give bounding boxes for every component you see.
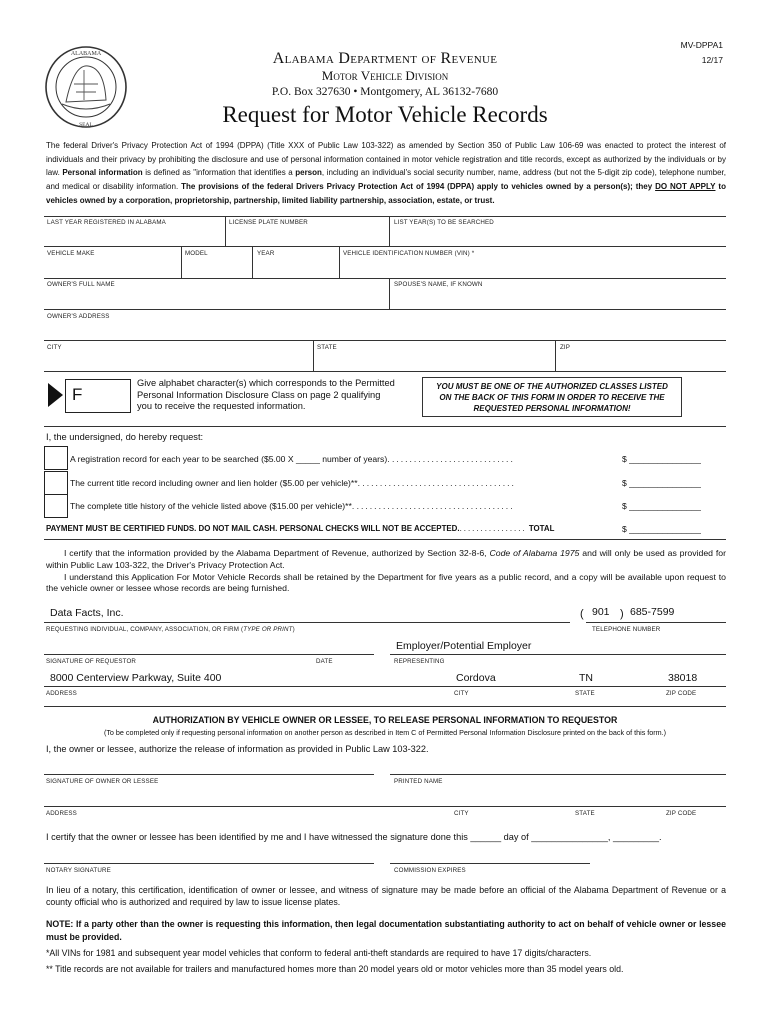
total-amount: $ _______________ [622,524,701,534]
requestor-address-label: ADDRESS [46,690,77,697]
owner-address-label: OWNER'S ADDRESS [47,313,110,320]
title-footnote: ** Title records are not available for trailers and manufactured homes more than 20 model years old or motor vehicles more than 35 model years old. [46,964,624,974]
authorization-statement: I, the owner or lessee, authorize the release of information as provided in Public Law 103-322. [46,744,429,754]
printed-name-label: PRINTED NAME [394,778,443,785]
last-year-label: LAST YEAR REGISTERED IN ALABAMA [47,219,166,226]
years-searched-label: LIST YEAR(S) TO BE SEARCHED [394,219,494,226]
title-history-checkbox[interactable] [44,494,68,518]
owner-address-label: ADDRESS [46,810,77,817]
arrow-icon [48,383,63,407]
department-address: P.O. Box 327630 • Montgomery, AL 36132-7680 [271,86,499,98]
owner-name-label: OWNER'S FULL NAME [47,281,115,288]
phone-label: TELEPHONE NUMBER [592,626,661,633]
class-instruction: Give alphabet character(s) which corresponds to the Permitted Personal Information Disclosure Class on page 2 qualifying you to receive the requested information. [137,378,395,411]
owner-zip-label: ZIP CODE [666,810,697,817]
svg-text:SEAL: SEAL [79,122,93,128]
phone-value[interactable]: 685-7599 [630,606,675,618]
current-title-checkbox[interactable] [44,471,68,495]
class-letter-box[interactable] [65,379,131,413]
area-code-value[interactable]: 901 [592,606,610,618]
spouse-label: SPOUSE'S NAME, IF KNOWN [394,281,483,288]
department-title: Alabama Department of Revenue [272,50,498,67]
svg-text:ALABAMA: ALABAMA [70,51,102,57]
witness-statement: I certify that the owner or lessee has been identified by me and I have witnessed the signature done this ______ day of _______________, _________. [46,832,662,842]
title-history-amount: $ _______________ [622,501,701,511]
commission-expires-label: COMMISSION EXPIRES [394,867,466,874]
representing-label: REPRESENTING [394,658,445,665]
owner-city-label: CITY [454,810,469,817]
zip-label: ZIP [560,344,571,351]
requestor-zip-label: ZIP CODE [666,690,697,697]
form-title: Request for Motor Vehicle Records [222,102,548,127]
requestor-state-label: STATE [575,690,595,697]
authorization-subtitle: (To be completed only if requesting personal information on another person as described in Item C of Permitted Personal Information Disclosure printed on the back of this form.) [103,728,667,737]
model-label: MODEL [185,250,208,257]
form-revision: 12/17 [701,55,723,65]
make-label: VEHICLE MAKE [47,250,95,257]
registration-amount: $ _______________ [622,454,701,464]
vin-label: VEHICLE IDENTIFICATION NUMBER (VIN) * [343,250,475,257]
state-label: STATE [317,344,337,351]
requestor-date-label: DATE [316,658,333,665]
representing-value[interactable]: Employer/Potential Employer [396,640,532,652]
current-title-row: The current title record including owner and lien holder ($5.00 per vehicle)**. ................................... [70,478,516,488]
requestor-address-value[interactable]: 8000 Centerview Parkway, Suite 400 [50,672,222,684]
year-label: YEAR [257,250,275,257]
dppa-intro: The federal Driver's Privacy Protection Act of 1994 (DPPA) (Title XXX of Public Law 103-322) as amended by Section 350 of Public Law 106-69 was enacted to protect the interest of individuals and their privacy by prohibiting the disclosure and use of personal information contained in motor vehicle registration and title records, except as authorized by the individuals or by law. Personal information is defined as "information that identifies a person, including an individual's social security number, name, address (but not the 5-digit zip code), telephone number, and medical or disability information. The provisions of the federal Drivers Privacy Protection Act of 1994 (DPPA) apply to vehicles owned by a person(s); they DO NOT APPLY to vehicles owned by a corporation, proprietorship, partnership, limited liability partnership, association, estate, or trust. [46,141,726,205]
vin-footnote: *All VINs for 1981 and subsequent year model vehicles that conform to federal anti-theft standards are required to have 17 digits/characters. [46,948,592,958]
requestor-state-value[interactable]: TN [579,672,593,684]
current-title-amount: $ _______________ [622,478,701,488]
plate-label: LICENSE PLATE NUMBER [229,219,308,226]
certification-text: I certify that the information provided by the Alabama Department of Revenue, authorized by Section 32-8-6, Code of Alabama 1975 and will only be used as provided for within Public Law 103-322, the Driver's Privacy Protection Act. I understand this Application For Motor Vehicle Records shall be retained by the Department for five years as a public record, and a copy will be available upon request to the vehicle owner or lessee whose records are being furnished. [46,548,726,594]
authorization-title: AUTHORIZATION BY VEHICLE OWNER OR LESSEE, TO RELEASE PERSONAL INFORMATION TO REQUESTOR [152,715,618,725]
class-letter-value: F [72,385,83,404]
owner-signature-label: SIGNATURE OF OWNER OR LESSEE [46,778,159,785]
firm-label: REQUESTING INDIVIDUAL, COMPANY, ASSOCIATION, OR FIRM (TYPE OR PRINT) [46,626,295,633]
authorized-classes-notice: YOU MUST BE ONE OF THE AUTHORIZED CLASSES LISTED ON THE BACK OF THIS FORM IN ORDER TO RECEIVE THE REQUESTED PERSONAL INFORMATION! [422,377,682,417]
firm-value[interactable]: Data Facts, Inc. [50,607,124,619]
lieu-of-notary-text: In lieu of a notary, this certification, identification of owner or lessee, and witness of signature may be made before an official of the Alabama Department of Revenue or a county official who is authorized and required by law to issue license plates. [46,885,726,908]
phone-open-paren: ( [580,608,584,620]
requestor-city-value[interactable]: Cordova [456,672,496,684]
signature-requestor-label: SIGNATURE OF REQUESTOR [46,658,137,665]
registration-record-checkbox[interactable] [44,446,68,470]
notary-signature-label: NOTARY SIGNATURE [46,867,111,874]
title-history-row: The complete title history of the vehicle listed above ($15.00 per vehicle)**. .................................... [70,501,515,511]
city-label: CITY [47,344,62,351]
request-intro: I, the undersigned, do hereby request: [46,432,204,442]
division-title: Motor Vehicle Division [321,68,449,83]
note-text: NOTE: If a party other than the owner is requesting this information, then legal documentation substantiating authority to act on behalf of vehicle owner or lessee must be provided. [46,919,726,942]
payment-notice: PAYMENT MUST BE CERTIFIED FUNDS. DO NOT MAIL CASH. PERSONAL CHECKS WILL NOT BE ACCEPTED................. TOTAL [46,524,555,533]
registration-record-row: A registration record for each year to be searched ($5.00 X _____ number of years). ............................ [70,454,515,464]
form-number: MV-DPPA1 [680,40,723,50]
requestor-city-label: CITY [454,690,469,697]
phone-close-paren: ) [620,608,624,620]
owner-state-label: STATE [575,810,595,817]
requestor-zip-value[interactable]: 38018 [668,672,698,684]
